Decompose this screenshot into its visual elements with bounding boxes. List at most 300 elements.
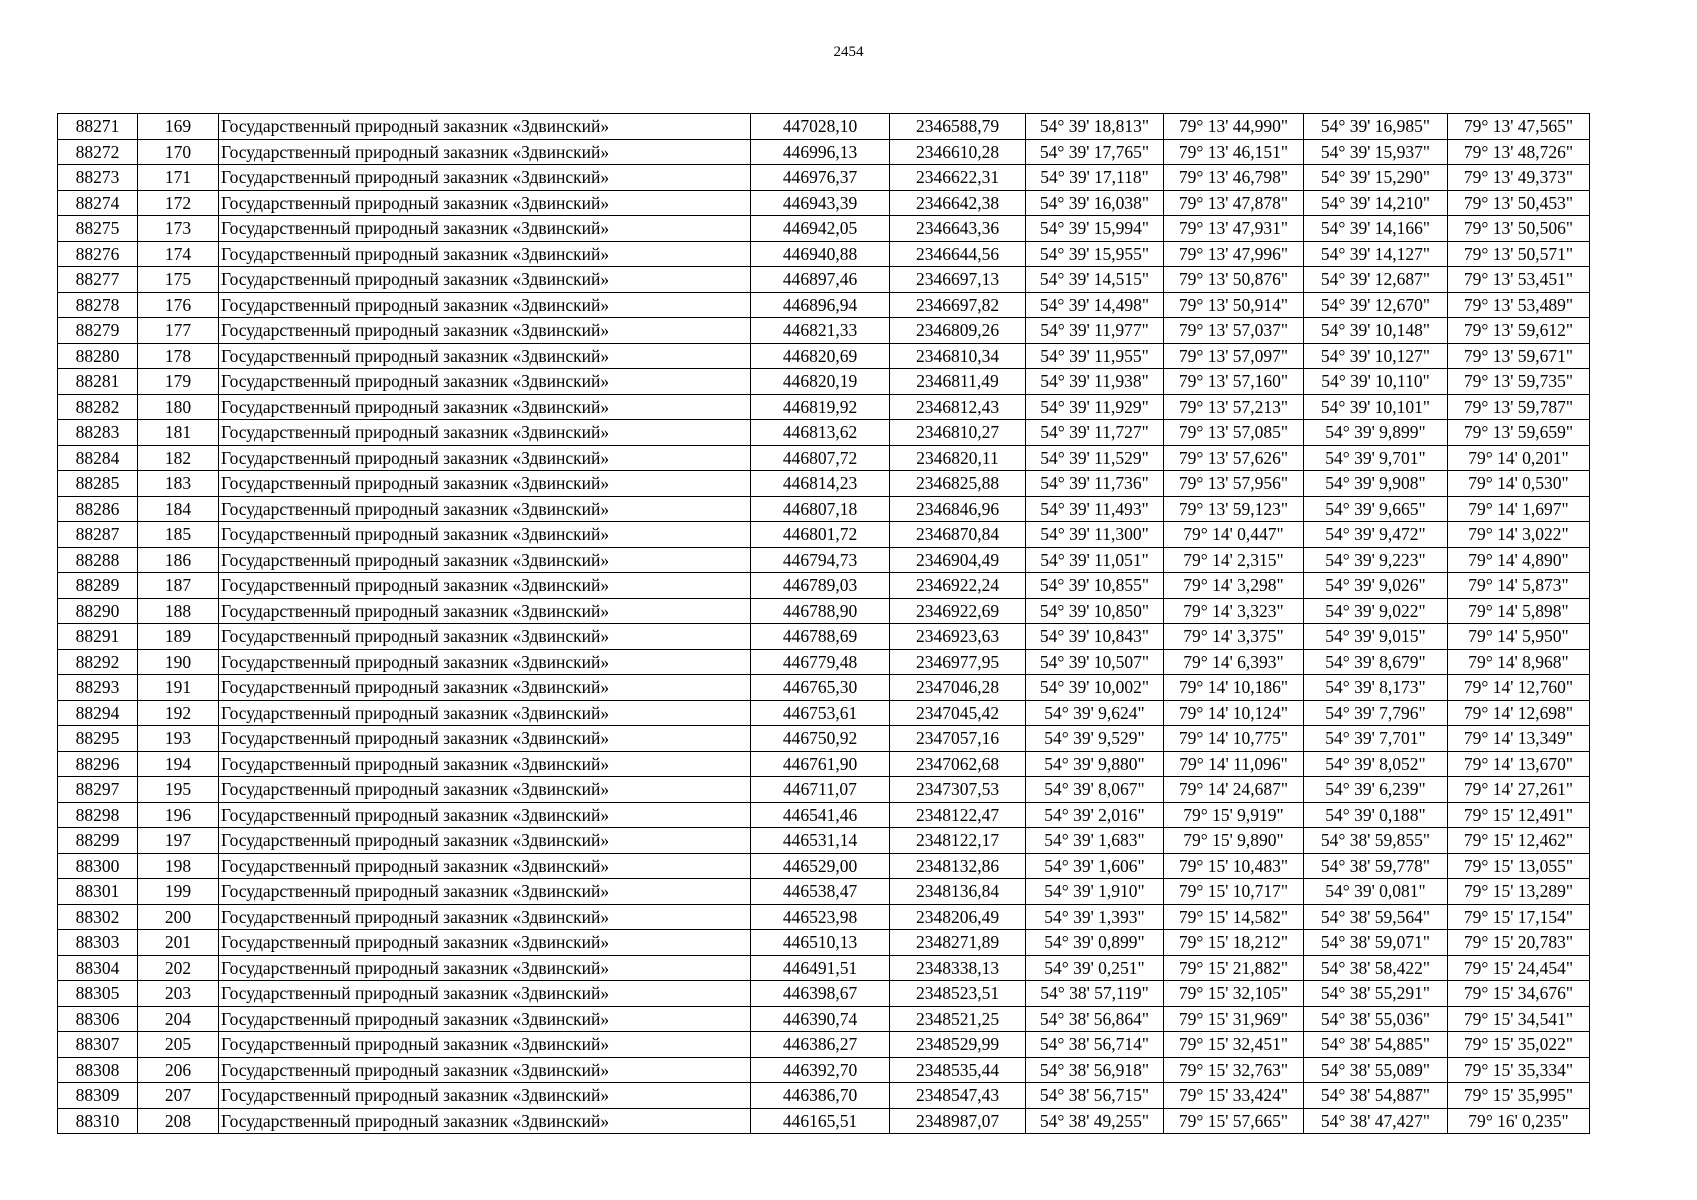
point-number-cell: 180 — [138, 394, 219, 420]
table-row — [58, 165, 1590, 191]
object-name-cell: Государственный природный заказник «Здвинский» — [219, 471, 751, 497]
longitude-1-cell: 79° 14' 3,375" — [1164, 624, 1304, 650]
table-row — [58, 1032, 1590, 1058]
point-number-cell: 170 — [138, 139, 219, 165]
x-coordinate-cell: 446896,94 — [751, 292, 890, 318]
point-number-cell: 190 — [138, 649, 219, 675]
table-row — [58, 904, 1590, 930]
record-id-cell: 88309 — [58, 1083, 138, 1109]
object-name-cell: Государственный природный заказник «Здвинский» — [219, 420, 751, 446]
longitude-1-cell: 79° 13' 50,914" — [1164, 292, 1304, 318]
longitude-2-cell: 79° 13' 59,659" — [1448, 420, 1590, 446]
latitude-2-cell: 54° 39' 14,210" — [1304, 190, 1448, 216]
y-coordinate-cell: 2348136,84 — [890, 879, 1026, 905]
x-coordinate-cell: 446392,70 — [751, 1057, 890, 1083]
latitude-1-cell: 54° 39' 9,529" — [1026, 726, 1164, 752]
longitude-1-cell: 79° 13' 57,097" — [1164, 343, 1304, 369]
record-id-cell: 88288 — [58, 547, 138, 573]
latitude-1-cell: 54° 39' 2,016" — [1026, 802, 1164, 828]
longitude-1-cell: 79° 14' 0,447" — [1164, 522, 1304, 548]
y-coordinate-cell: 2348987,07 — [890, 1108, 1026, 1134]
record-id-cell: 88297 — [58, 777, 138, 803]
table-row — [58, 1083, 1590, 1109]
longitude-2-cell: 79° 13' 53,451" — [1448, 267, 1590, 293]
latitude-2-cell: 54° 38' 59,778" — [1304, 853, 1448, 879]
longitude-1-cell: 79° 13' 57,956" — [1164, 471, 1304, 497]
record-id-cell: 88277 — [58, 267, 138, 293]
object-name-cell: Государственный природный заказник «Здвинский» — [219, 879, 751, 905]
longitude-2-cell: 79° 14' 8,968" — [1448, 649, 1590, 675]
longitude-2-cell: 79° 15' 35,334" — [1448, 1057, 1590, 1083]
x-coordinate-cell: 446794,73 — [751, 547, 890, 573]
y-coordinate-cell: 2346811,49 — [890, 369, 1026, 395]
y-coordinate-cell: 2347057,16 — [890, 726, 1026, 752]
record-id-cell: 88292 — [58, 649, 138, 675]
longitude-1-cell: 79° 14' 3,323" — [1164, 598, 1304, 624]
x-coordinate-cell: 446807,18 — [751, 496, 890, 522]
record-id-cell: 88300 — [58, 853, 138, 879]
latitude-2-cell: 54° 39' 15,937" — [1304, 139, 1448, 165]
latitude-1-cell: 54° 39' 14,498" — [1026, 292, 1164, 318]
longitude-1-cell: 79° 14' 10,775" — [1164, 726, 1304, 752]
x-coordinate-cell: 446398,67 — [751, 981, 890, 1007]
table-row — [58, 139, 1590, 165]
longitude-1-cell: 79° 13' 47,878" — [1164, 190, 1304, 216]
y-coordinate-cell: 2346810,27 — [890, 420, 1026, 446]
latitude-2-cell: 54° 39' 10,148" — [1304, 318, 1448, 344]
y-coordinate-cell: 2348547,43 — [890, 1083, 1026, 1109]
longitude-2-cell: 79° 13' 59,612" — [1448, 318, 1590, 344]
y-coordinate-cell: 2346644,56 — [890, 241, 1026, 267]
table-row — [58, 318, 1590, 344]
latitude-1-cell: 54° 38' 57,119" — [1026, 981, 1164, 1007]
object-name-cell: Государственный природный заказник «Здвинский» — [219, 777, 751, 803]
point-number-cell: 198 — [138, 853, 219, 879]
latitude-2-cell: 54° 38' 59,855" — [1304, 828, 1448, 854]
record-id-cell: 88290 — [58, 598, 138, 624]
point-number-cell: 206 — [138, 1057, 219, 1083]
table-row — [58, 343, 1590, 369]
longitude-2-cell: 79° 15' 20,783" — [1448, 930, 1590, 956]
latitude-2-cell: 54° 39' 0,081" — [1304, 879, 1448, 905]
record-id-cell: 88303 — [58, 930, 138, 956]
y-coordinate-cell: 2346622,31 — [890, 165, 1026, 191]
longitude-2-cell: 79° 14' 4,890" — [1448, 547, 1590, 573]
object-name-cell: Государственный природный заказник «Здвинский» — [219, 394, 751, 420]
latitude-1-cell: 54° 39' 0,899" — [1026, 930, 1164, 956]
latitude-1-cell: 54° 39' 18,813" — [1026, 114, 1164, 140]
record-id-cell: 88307 — [58, 1032, 138, 1058]
y-coordinate-cell: 2348521,25 — [890, 1006, 1026, 1032]
x-coordinate-cell: 446820,69 — [751, 343, 890, 369]
latitude-2-cell: 54° 39' 12,670" — [1304, 292, 1448, 318]
y-coordinate-cell: 2348529,99 — [890, 1032, 1026, 1058]
point-number-cell: 177 — [138, 318, 219, 344]
table-row — [58, 751, 1590, 777]
latitude-1-cell: 54° 39' 16,038" — [1026, 190, 1164, 216]
point-number-cell: 208 — [138, 1108, 219, 1134]
record-id-cell: 88298 — [58, 802, 138, 828]
record-id-cell: 88275 — [58, 216, 138, 242]
latitude-2-cell: 54° 39' 8,052" — [1304, 751, 1448, 777]
x-coordinate-cell: 446761,90 — [751, 751, 890, 777]
longitude-1-cell: 79° 14' 2,315" — [1164, 547, 1304, 573]
record-id-cell: 88285 — [58, 471, 138, 497]
x-coordinate-cell: 446788,69 — [751, 624, 890, 650]
longitude-1-cell: 79° 13' 57,626" — [1164, 445, 1304, 471]
table-row — [58, 547, 1590, 573]
object-name-cell: Государственный природный заказник «Здвинский» — [219, 165, 751, 191]
longitude-1-cell: 79° 15' 9,919" — [1164, 802, 1304, 828]
longitude-2-cell: 79° 14' 5,873" — [1448, 573, 1590, 599]
x-coordinate-cell: 446813,62 — [751, 420, 890, 446]
longitude-1-cell: 79° 13' 47,931" — [1164, 216, 1304, 242]
latitude-1-cell: 54° 39' 11,727" — [1026, 420, 1164, 446]
x-coordinate-cell: 446788,90 — [751, 598, 890, 624]
longitude-2-cell: 79° 13' 47,565" — [1448, 114, 1590, 140]
x-coordinate-cell: 446711,07 — [751, 777, 890, 803]
x-coordinate-cell: 446753,61 — [751, 700, 890, 726]
object-name-cell: Государственный природный заказник «Здвинский» — [219, 547, 751, 573]
record-id-cell: 88306 — [58, 1006, 138, 1032]
point-number-cell: 182 — [138, 445, 219, 471]
longitude-2-cell: 79° 15' 13,055" — [1448, 853, 1590, 879]
latitude-2-cell: 54° 39' 9,223" — [1304, 547, 1448, 573]
longitude-1-cell: 79° 15' 33,424" — [1164, 1083, 1304, 1109]
longitude-1-cell: 79° 13' 46,151" — [1164, 139, 1304, 165]
y-coordinate-cell: 2348122,17 — [890, 828, 1026, 854]
object-name-cell: Государственный природный заказник «Здвинский» — [219, 675, 751, 701]
table-row — [58, 216, 1590, 242]
x-coordinate-cell: 446523,98 — [751, 904, 890, 930]
record-id-cell: 88271 — [58, 114, 138, 140]
point-number-cell: 205 — [138, 1032, 219, 1058]
longitude-2-cell: 79° 13' 49,373" — [1448, 165, 1590, 191]
latitude-2-cell: 54° 38' 55,089" — [1304, 1057, 1448, 1083]
latitude-2-cell: 54° 38' 59,071" — [1304, 930, 1448, 956]
y-coordinate-cell: 2346697,13 — [890, 267, 1026, 293]
table-row — [58, 241, 1590, 267]
y-coordinate-cell: 2346922,69 — [890, 598, 1026, 624]
point-number-cell: 185 — [138, 522, 219, 548]
longitude-2-cell: 79° 14' 0,530" — [1448, 471, 1590, 497]
latitude-2-cell: 54° 38' 59,564" — [1304, 904, 1448, 930]
latitude-1-cell: 54° 39' 10,507" — [1026, 649, 1164, 675]
record-id-cell: 88276 — [58, 241, 138, 267]
object-name-cell: Государственный природный заказник «Здвинский» — [219, 1057, 751, 1083]
longitude-1-cell: 79° 15' 14,582" — [1164, 904, 1304, 930]
x-coordinate-cell: 446765,30 — [751, 675, 890, 701]
longitude-1-cell: 79° 13' 44,990" — [1164, 114, 1304, 140]
latitude-1-cell: 54° 39' 1,606" — [1026, 853, 1164, 879]
longitude-2-cell: 79° 14' 0,201" — [1448, 445, 1590, 471]
table-row — [58, 624, 1590, 650]
record-id-cell: 88289 — [58, 573, 138, 599]
object-name-cell: Государственный природный заказник «Здвинский» — [219, 726, 751, 752]
longitude-2-cell: 79° 14' 13,670" — [1448, 751, 1590, 777]
y-coordinate-cell: 2346820,11 — [890, 445, 1026, 471]
x-coordinate-cell: 446996,13 — [751, 139, 890, 165]
table-row — [58, 292, 1590, 318]
table-row — [58, 573, 1590, 599]
table-row — [58, 471, 1590, 497]
x-coordinate-cell: 446819,92 — [751, 394, 890, 420]
object-name-cell: Государственный природный заказник «Здвинский» — [219, 318, 751, 344]
object-name-cell: Государственный природный заказник «Здвинский» — [219, 904, 751, 930]
point-number-cell: 196 — [138, 802, 219, 828]
latitude-2-cell: 54° 39' 9,665" — [1304, 496, 1448, 522]
y-coordinate-cell: 2346697,82 — [890, 292, 1026, 318]
record-id-cell: 88278 — [58, 292, 138, 318]
latitude-1-cell: 54° 38' 49,255" — [1026, 1108, 1164, 1134]
table-row — [58, 114, 1590, 140]
latitude-2-cell: 54° 39' 14,127" — [1304, 241, 1448, 267]
x-coordinate-cell: 446531,14 — [751, 828, 890, 854]
latitude-2-cell: 54° 39' 9,026" — [1304, 573, 1448, 599]
record-id-cell: 88302 — [58, 904, 138, 930]
latitude-2-cell: 54° 39' 8,679" — [1304, 649, 1448, 675]
longitude-1-cell: 79° 13' 50,876" — [1164, 267, 1304, 293]
longitude-2-cell: 79° 15' 34,541" — [1448, 1006, 1590, 1032]
latitude-2-cell: 54° 39' 8,173" — [1304, 675, 1448, 701]
table-row — [58, 522, 1590, 548]
point-number-cell: 207 — [138, 1083, 219, 1109]
record-id-cell: 88304 — [58, 955, 138, 981]
x-coordinate-cell: 446491,51 — [751, 955, 890, 981]
longitude-2-cell: 79° 15' 12,462" — [1448, 828, 1590, 854]
longitude-1-cell: 79° 13' 59,123" — [1164, 496, 1304, 522]
table-row — [58, 496, 1590, 522]
object-name-cell: Государственный природный заказник «Здвинский» — [219, 700, 751, 726]
object-name-cell: Государственный природный заказник «Здвинский» — [219, 624, 751, 650]
x-coordinate-cell: 446779,48 — [751, 649, 890, 675]
longitude-2-cell: 79° 15' 13,289" — [1448, 879, 1590, 905]
longitude-2-cell: 79° 13' 50,453" — [1448, 190, 1590, 216]
longitude-1-cell: 79° 15' 32,105" — [1164, 981, 1304, 1007]
point-number-cell: 201 — [138, 930, 219, 956]
table-row — [58, 700, 1590, 726]
latitude-2-cell: 54° 39' 7,796" — [1304, 700, 1448, 726]
latitude-1-cell: 54° 39' 11,300" — [1026, 522, 1164, 548]
record-id-cell: 88287 — [58, 522, 138, 548]
latitude-2-cell: 54° 38' 55,291" — [1304, 981, 1448, 1007]
point-number-cell: 188 — [138, 598, 219, 624]
object-name-cell: Государственный природный заказник «Здвинский» — [219, 292, 751, 318]
longitude-2-cell: 79° 14' 13,349" — [1448, 726, 1590, 752]
longitude-1-cell: 79° 14' 11,096" — [1164, 751, 1304, 777]
x-coordinate-cell: 446390,74 — [751, 1006, 890, 1032]
table-row — [58, 981, 1590, 1007]
point-number-cell: 187 — [138, 573, 219, 599]
latitude-2-cell: 54° 39' 7,701" — [1304, 726, 1448, 752]
latitude-2-cell: 54° 38' 58,422" — [1304, 955, 1448, 981]
latitude-2-cell: 54° 39' 12,687" — [1304, 267, 1448, 293]
longitude-2-cell: 79° 13' 59,671" — [1448, 343, 1590, 369]
object-name-cell: Государственный природный заказник «Здвинский» — [219, 1032, 751, 1058]
object-name-cell: Государственный природный заказник «Здвинский» — [219, 802, 751, 828]
latitude-1-cell: 54° 39' 11,955" — [1026, 343, 1164, 369]
point-number-cell: 175 — [138, 267, 219, 293]
table-row — [58, 777, 1590, 803]
object-name-cell: Государственный природный заказник «Здвинский» — [219, 828, 751, 854]
y-coordinate-cell: 2346810,34 — [890, 343, 1026, 369]
record-id-cell: 88299 — [58, 828, 138, 854]
latitude-2-cell: 54° 39' 10,127" — [1304, 343, 1448, 369]
object-name-cell: Государственный природный заказник «Здвинский» — [219, 598, 751, 624]
x-coordinate-cell: 446750,92 — [751, 726, 890, 752]
point-number-cell: 189 — [138, 624, 219, 650]
latitude-1-cell: 54° 39' 9,880" — [1026, 751, 1164, 777]
object-name-cell: Государственный природный заказник «Здвинский» — [219, 267, 751, 293]
record-id-cell: 88291 — [58, 624, 138, 650]
point-number-cell: 169 — [138, 114, 219, 140]
longitude-1-cell: 79° 13' 57,085" — [1164, 420, 1304, 446]
table-row — [58, 267, 1590, 293]
latitude-2-cell: 54° 39' 10,101" — [1304, 394, 1448, 420]
table-row — [58, 649, 1590, 675]
point-number-cell: 186 — [138, 547, 219, 573]
record-id-cell: 88286 — [58, 496, 138, 522]
longitude-1-cell: 79° 13' 57,037" — [1164, 318, 1304, 344]
table-row — [58, 445, 1590, 471]
record-id-cell: 88279 — [58, 318, 138, 344]
point-number-cell: 191 — [138, 675, 219, 701]
longitude-1-cell: 79° 14' 10,124" — [1164, 700, 1304, 726]
latitude-1-cell: 54° 38' 56,864" — [1026, 1006, 1164, 1032]
longitude-2-cell: 79° 14' 3,022" — [1448, 522, 1590, 548]
longitude-2-cell: 79° 15' 35,022" — [1448, 1032, 1590, 1058]
longitude-1-cell: 79° 13' 57,160" — [1164, 369, 1304, 395]
x-coordinate-cell: 446386,27 — [751, 1032, 890, 1058]
object-name-cell: Государственный природный заказник «Здвинский» — [219, 981, 751, 1007]
latitude-2-cell: 54° 39' 0,188" — [1304, 802, 1448, 828]
x-coordinate-cell: 446897,46 — [751, 267, 890, 293]
record-id-cell: 88293 — [58, 675, 138, 701]
record-id-cell: 88280 — [58, 343, 138, 369]
longitude-1-cell: 79° 15' 10,483" — [1164, 853, 1304, 879]
object-name-cell: Государственный природный заказник «Здвинский» — [219, 649, 751, 675]
y-coordinate-cell: 2346825,88 — [890, 471, 1026, 497]
longitude-1-cell: 79° 14' 3,298" — [1164, 573, 1304, 599]
x-coordinate-cell: 446821,33 — [751, 318, 890, 344]
longitude-1-cell: 79° 13' 47,996" — [1164, 241, 1304, 267]
longitude-2-cell: 79° 14' 1,697" — [1448, 496, 1590, 522]
record-id-cell: 88305 — [58, 981, 138, 1007]
longitude-2-cell: 79° 15' 34,676" — [1448, 981, 1590, 1007]
latitude-2-cell: 54° 39' 9,701" — [1304, 445, 1448, 471]
longitude-2-cell: 79° 13' 59,735" — [1448, 369, 1590, 395]
table-row — [58, 930, 1590, 956]
longitude-2-cell: 79° 15' 12,491" — [1448, 802, 1590, 828]
latitude-1-cell: 54° 39' 10,002" — [1026, 675, 1164, 701]
latitude-2-cell: 54° 38' 54,885" — [1304, 1032, 1448, 1058]
object-name-cell: Государственный природный заказник «Здвинский» — [219, 522, 751, 548]
record-id-cell: 88282 — [58, 394, 138, 420]
object-name-cell: Государственный природный заказник «Здвинский» — [219, 1108, 751, 1134]
table-body — [58, 114, 1590, 1134]
point-number-cell: 197 — [138, 828, 219, 854]
y-coordinate-cell: 2346904,49 — [890, 547, 1026, 573]
point-number-cell: 200 — [138, 904, 219, 930]
y-coordinate-cell: 2348132,86 — [890, 853, 1026, 879]
point-number-cell: 176 — [138, 292, 219, 318]
point-number-cell: 174 — [138, 241, 219, 267]
object-name-cell: Государственный природный заказник «Здвинский» — [219, 1083, 751, 1109]
point-number-cell: 194 — [138, 751, 219, 777]
object-name-cell: Государственный природный заказник «Здвинский» — [219, 930, 751, 956]
point-number-cell: 179 — [138, 369, 219, 395]
latitude-1-cell: 54° 39' 11,529" — [1026, 445, 1164, 471]
table-row — [58, 394, 1590, 420]
x-coordinate-cell: 446386,70 — [751, 1083, 890, 1109]
point-number-cell: 172 — [138, 190, 219, 216]
coordinates-table — [57, 113, 1590, 1134]
y-coordinate-cell: 2346812,43 — [890, 394, 1026, 420]
y-coordinate-cell: 2346923,63 — [890, 624, 1026, 650]
longitude-1-cell: 79° 15' 21,882" — [1164, 955, 1304, 981]
latitude-1-cell: 54° 39' 10,855" — [1026, 573, 1164, 599]
record-id-cell: 88281 — [58, 369, 138, 395]
latitude-2-cell: 54° 39' 9,022" — [1304, 598, 1448, 624]
record-id-cell: 88273 — [58, 165, 138, 191]
point-number-cell: 183 — [138, 471, 219, 497]
record-id-cell: 88301 — [58, 879, 138, 905]
table-row — [58, 879, 1590, 905]
latitude-2-cell: 54° 38' 54,887" — [1304, 1083, 1448, 1109]
object-name-cell: Государственный природный заказник «Здвинский» — [219, 343, 751, 369]
x-coordinate-cell: 446814,23 — [751, 471, 890, 497]
record-id-cell: 88283 — [58, 420, 138, 446]
point-number-cell: 184 — [138, 496, 219, 522]
record-id-cell: 88310 — [58, 1108, 138, 1134]
table-row — [58, 802, 1590, 828]
longitude-1-cell: 79° 13' 57,213" — [1164, 394, 1304, 420]
object-name-cell: Государственный природный заказник «Здвинский» — [219, 369, 751, 395]
x-coordinate-cell: 446165,51 — [751, 1108, 890, 1134]
latitude-1-cell: 54° 39' 10,850" — [1026, 598, 1164, 624]
longitude-2-cell: 79° 13' 50,571" — [1448, 241, 1590, 267]
y-coordinate-cell: 2346922,24 — [890, 573, 1026, 599]
object-name-cell: Государственный природный заказник «Здвинский» — [219, 853, 751, 879]
longitude-1-cell: 79° 15' 57,665" — [1164, 1108, 1304, 1134]
latitude-1-cell: 54° 39' 11,736" — [1026, 471, 1164, 497]
x-coordinate-cell: 446789,03 — [751, 573, 890, 599]
y-coordinate-cell: 2348206,49 — [890, 904, 1026, 930]
object-name-cell: Государственный природный заказник «Здвинский» — [219, 496, 751, 522]
object-name-cell: Государственный природный заказник «Здвинский» — [219, 751, 751, 777]
y-coordinate-cell: 2346643,36 — [890, 216, 1026, 242]
latitude-1-cell: 54° 39' 10,843" — [1026, 624, 1164, 650]
y-coordinate-cell: 2347307,53 — [890, 777, 1026, 803]
point-number-cell: 193 — [138, 726, 219, 752]
longitude-1-cell: 79° 15' 18,212" — [1164, 930, 1304, 956]
longitude-1-cell: 79° 13' 46,798" — [1164, 165, 1304, 191]
longitude-1-cell: 79° 15' 32,451" — [1164, 1032, 1304, 1058]
x-coordinate-cell: 446538,47 — [751, 879, 890, 905]
y-coordinate-cell: 2346610,28 — [890, 139, 1026, 165]
y-coordinate-cell: 2346809,26 — [890, 318, 1026, 344]
latitude-1-cell: 54° 39' 15,955" — [1026, 241, 1164, 267]
latitude-1-cell: 54° 39' 9,624" — [1026, 700, 1164, 726]
latitude-2-cell: 54° 38' 55,036" — [1304, 1006, 1448, 1032]
y-coordinate-cell: 2347046,28 — [890, 675, 1026, 701]
latitude-2-cell: 54° 39' 9,908" — [1304, 471, 1448, 497]
longitude-2-cell: 79° 16' 0,235" — [1448, 1108, 1590, 1134]
longitude-2-cell: 79° 15' 35,995" — [1448, 1083, 1590, 1109]
table-row — [58, 190, 1590, 216]
y-coordinate-cell: 2348523,51 — [890, 981, 1026, 1007]
object-name-cell: Государственный природный заказник «Здвинский» — [219, 445, 751, 471]
